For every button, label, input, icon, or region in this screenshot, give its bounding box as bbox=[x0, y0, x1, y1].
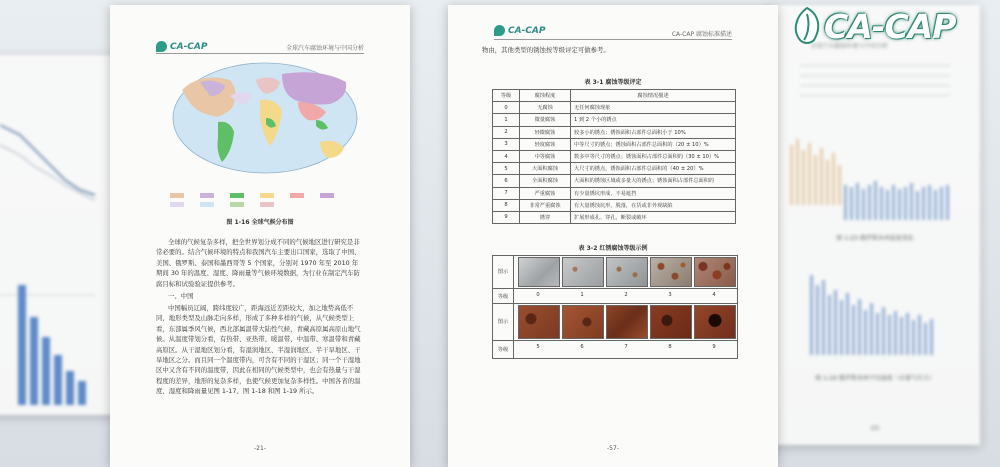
table-row: 2 轻微腐蚀 较多小的锈点；锈蚀面积占部件总面积小于 10% bbox=[493, 126, 736, 138]
rust-sample-grade-5 bbox=[518, 305, 560, 339]
map-caption: 图 1-16 全球气候分布图 bbox=[226, 219, 294, 226]
right-page bbox=[770, 5, 980, 445]
grade-label: 1 bbox=[580, 292, 584, 298]
right-fig-caption-1: 图 1-23 俄罗斯各州温度变化 bbox=[836, 235, 914, 242]
rust-sample-grade-9 bbox=[694, 305, 736, 339]
left-page bbox=[110, 5, 410, 467]
table-row: 8 非常严重腐蚀 有大量锈蚀坑形，脱落，在货或非外观缺陷 bbox=[493, 199, 736, 211]
china-paragraph: 中国幅员辽阔，跨纬度较广，距海远近差距较大，加之地势高低不同，地形类型及山脉走向多样，形成了多种多样的气候，从气候类型上看，东部属季风气候，西北部属温带大陆性气候，青藏高原属高原山地气候。从温度带划分看，有热带、亚热带、暖温带、中温带、寒温带和青藏高原区。从干湿地区划分看，有湿润地区、半湿润地区、半干旱地区、干旱地区之分。而且同一个温度带内，可含有不同的干湿区；同一个干湿地区中又含有不同的温度带，因此在相同的气候类型中，也会有热量与干湿程度的差异，地形的复杂多样，也使气候更加复杂多样性。中国各省的温度、湿度和降雨量见图 1-17、图 1-18 和图 1-19 所示。 bbox=[156, 304, 361, 396]
grade-label: 3 bbox=[668, 292, 672, 298]
left-page-logo: CA-CAP bbox=[156, 41, 207, 52]
grade-label: 9 bbox=[712, 344, 716, 350]
left-page-number: -21- bbox=[254, 445, 266, 452]
right-fig-caption-2: 图 1-24 俄罗斯各州平均湿度（水蒸气压力） bbox=[815, 375, 935, 382]
corrosion-grade-table bbox=[492, 89, 736, 224]
left-page-header: 全球汽车腐蚀环境与中国分析 bbox=[285, 45, 364, 52]
center-page-logo: CA-CAP bbox=[494, 25, 545, 36]
rust-sample-grade-2 bbox=[606, 257, 648, 287]
rust-sample-grade-7 bbox=[606, 305, 648, 339]
world-climate-map bbox=[170, 60, 360, 190]
map-legend bbox=[170, 193, 360, 211]
right-page-chart-1 bbox=[780, 115, 980, 225]
row-label-cell: 等级 bbox=[493, 289, 514, 304]
right-page-text-lines bbox=[800, 65, 950, 105]
section-heading-china: 一、中国 bbox=[168, 292, 194, 300]
row-label-cell: 图示 bbox=[493, 256, 514, 289]
right-page-number: -25- bbox=[869, 425, 881, 432]
rust-sample-grade-3 bbox=[650, 257, 692, 287]
center-page-number: -57- bbox=[607, 445, 619, 452]
brand-watermark-logo: CA-CAP bbox=[790, 6, 955, 46]
leaf-logo-icon bbox=[156, 41, 167, 52]
intro-paragraph: 全球的气候复杂多样，把全世界划分成不同的气候地区进行研究是非常必要的。结合气候环境的特点和我国汽车主要出口国家，选取了中国、美国、俄罗斯、泰国和墨西哥等 5 个国家，分别对 1970 年至 2010 年期间 30 年的温度、湿度、降雨量等气候环境数据，为行业在制定汽车防腐目标和试验验证提供参考。 bbox=[156, 238, 361, 288]
row-label-cell: 图示 bbox=[493, 304, 514, 341]
right-page-header: 全球汽车腐蚀环境与中国分析 bbox=[810, 43, 889, 50]
grade-label: 8 bbox=[668, 344, 672, 350]
rust-sample-grade-8 bbox=[650, 305, 692, 339]
center-header-rule bbox=[494, 39, 732, 40]
left-header-rule bbox=[156, 53, 364, 54]
row-label-cell: 等级 bbox=[493, 341, 514, 358]
rust-sample-grade-6 bbox=[562, 305, 604, 339]
table-row: 9 锈穿 扩展形成孔、穿孔，断裂或破坏 bbox=[493, 211, 736, 223]
grade-label: 2 bbox=[624, 292, 628, 298]
right-page-chart-2 bbox=[780, 255, 980, 365]
grade-label: 6 bbox=[580, 344, 584, 350]
grade-label: 0 bbox=[536, 292, 540, 298]
rust-sample-grade-1 bbox=[562, 257, 604, 287]
center-page-header: CA-CAP 腐蚀标准描述 bbox=[671, 31, 732, 38]
grade-label: 7 bbox=[624, 344, 628, 350]
table-row: 4 中等腐蚀 数多中等尺寸的锈点；锈蚀面积占部件总面积的（30 ± 10）% bbox=[493, 150, 736, 162]
leaf-logo-icon bbox=[494, 25, 505, 36]
grade-label: 4 bbox=[712, 292, 716, 298]
table-row: 0 无腐蚀 无任何腐蚀现象 bbox=[493, 102, 736, 114]
grade-table-title: 表 3-1 腐蚀等级评定 bbox=[584, 79, 642, 86]
table-header-row: 等级 腐蚀程度 腐蚀情况描述 bbox=[493, 90, 736, 102]
rust-sample-grade-0 bbox=[518, 257, 560, 287]
table-row: 5 大面积腐蚀 大尺寸的锈点，锈蚀面积占部件总面积的（40 ± 20）% bbox=[493, 163, 736, 175]
leaf-logo-icon bbox=[790, 6, 824, 46]
table-row: 6 全面积腐蚀 大面积的锈蚀区域或多量大的锈点；锈蚀面积占部件总面积的 bbox=[493, 175, 736, 187]
photo-table-title: 表 3-2 红锈腐蚀等级示例 bbox=[578, 245, 648, 252]
table-row: 3 轻度腐蚀 中等尺寸的锈点；锈蚀面积占部件总面积的（20 ± 10）% bbox=[493, 138, 736, 150]
rust-sample-grade-4 bbox=[694, 257, 736, 287]
grade-label: 5 bbox=[536, 344, 540, 350]
center-page bbox=[448, 5, 778, 467]
intro-line: 物由，其他类型的锈蚀按等级评定可做参考。 bbox=[482, 46, 610, 54]
table-row: 7 严重腐蚀 有少量锈坑形成，不易遮挡 bbox=[493, 187, 736, 199]
table-row: 1 微量腐蚀 1 到 2 个小的锈点 bbox=[493, 114, 736, 126]
